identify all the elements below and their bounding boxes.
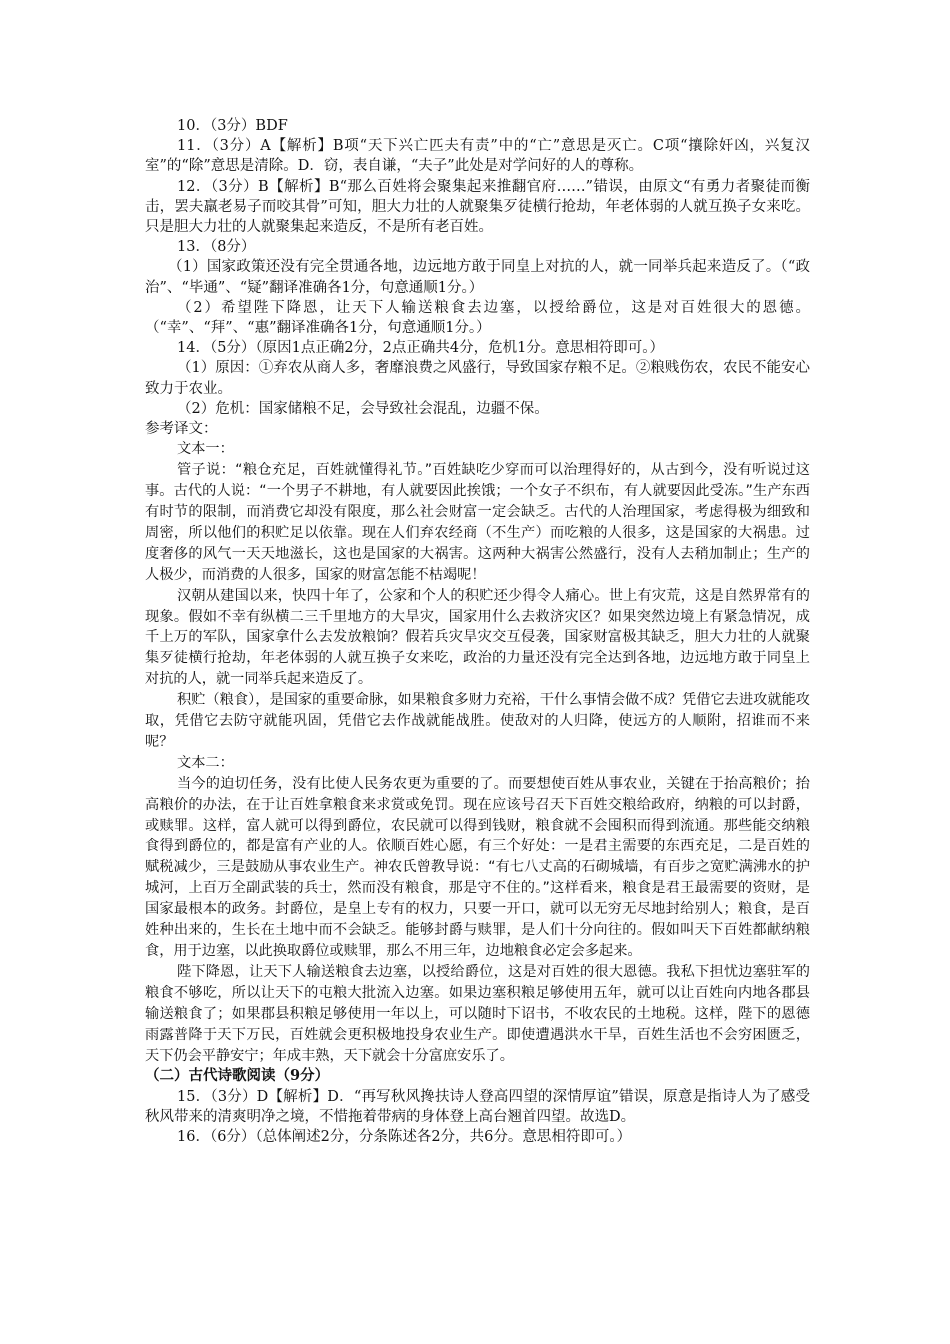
translation-paragraph: 管子说：“粮仓充足，百姓就懂得礼节。”百姓缺吃少穿而可以治理得好的，从古到今，没有听说过这事。古代的人说：“一个男子不耕地，有人就要因此挨饿；一个女子不织布，有人就要因此受冻。”生产东西有时节的限制，而消费它却没有限度，那么社会财富一定会缺乏。古代的人治理国家，考虑得极为细致和周密，所以他们的积贮足以依靠。现在人们弃农经商（不生产）而吃粮的人很多，这是国家的大祸患。过度奢侈的风气一天天地滋长，这也是国家的大祸害。这两种大祸害公然盛行，没有人去稍加制止；生产的人极少，而消费的人很多，国家的财富怎能不枯竭呢！ xyxy=(145,462,810,583)
answer-14: 14．（5分）（原因1点正确2分，2点正确共4分，危机1分。意思相符即可。） xyxy=(177,340,665,357)
document-page xyxy=(145,116,810,1147)
answer-13-part-2: （2）希望陛下降恩，让天下人输送粮食去边塞，以授给爵位，这是对百姓很大的恩德。（“幸”、“拜”、“惠”翻译准确各1分，句意通顺1分。） xyxy=(145,299,810,337)
translation-paragraph: 积贮（粮食），是国家的重要命脉，如果粮食多财力充裕，干什么事情会做不成？凭借它去进攻就能攻取，凭借它去防守就能巩固，凭借它去作战就能战胜。使敌对的人归降，使远方的人顺附，招谁而不来呢？ xyxy=(145,692,810,750)
answer-14-reason: （1）原因：①弃农从商人多，奢靡浪费之风盛行，导致国家存粮不足。②粮贱伤农，农民不能安心致力于农业。 xyxy=(145,360,810,397)
translation-paragraph: 当今的迫切任务，没有比使人民务农更为重要的了。而要想使百姓从事农业，关键在于抬高粮价；抬高粮价的办法，在于让百姓拿粮食来求赏或免罚。现在应该号召天下百姓交粮给政府，纳粮的可以封爵，或赎罪。这样，富人就可以得到爵位，农民就可以得到钱财，粮食就不会囤积而得到流通。那些能交纳粮食得到爵位的，都是富有产业的人。依顺百姓心愿，有三个好处：一是君主需要的东西充足，二是百姓的赋税减少，三是鼓励从事农业生产。神农氏曾教导说：“有七八丈高的石砌城墙，有百步之宽贮满沸水的护城河，上百万全副武装的兵士，然而没有粮食，那是守不住的。”这样看来，粮食是君王最需要的资财，是国家最根本的政务。封爵位，是皇上专有的权力，只要一开口，就可以无穷无尽地封给别人；粮食，是百姓种出来的，生长在土地中而不会缺乏。能够封爵与赎罪，是人们十分向往的。假如叫天下百姓都献纳粮食，用于边塞，以此换取爵位或赎罪，那么不用三年，边地粮食必定会多起来。 xyxy=(145,775,810,959)
answer-13-part-1: （1）国家政策还没有完全贯通各地，边远地方敢于同皇上对抗的人，就一同举兵起来造反了。（“政治”、“毕通”、“疑”翻译准确各1分，句意通顺1分。） xyxy=(145,259,810,296)
translation-paragraph: 陛下降恩，让天下人输送粮食去边塞，以授给爵位，这是对百姓的很大恩德。我私下担忧边塞驻军的粮食不够吃，所以让天下的屯粮大批流入边塞。如果边塞积粮足够使用五年，就可以让百姓向内地各郡县输送粮食了；如果郡县积粮足够使用一年以上，可以随时下诏书，不收农民的土地税。这样，陛下的恩德雨露普降于天下万民，百姓就会更积极地投身农业生产。即使遭遇洪水干旱，百姓生活也不会穷困匮乏，天下仍会平静安宁；年成丰熟，天下就会十分富庶安乐了。 xyxy=(145,963,810,1064)
translation-heading: 参考译文： xyxy=(145,421,218,438)
answer-16: 16．（6分）（总体阐述2分，分条陈述各2分，共6分。意思相符即可。） xyxy=(177,1129,632,1146)
answer-15: 15．（3分）D【解析】D．“再写秋风搀扶诗人登高四望的深情厚谊”错误，原意是指诗人为了感受秋风带来的清爽明净之境，不惜拖着带病的身体登上高台翘首四望。故选D。 xyxy=(145,1088,810,1125)
text-two-label: 文本二： xyxy=(177,754,234,771)
text-one-label: 文本一： xyxy=(177,441,234,458)
answer-11: 11．（3分）A【解析】B项“天下兴亡匹夫有责”中的“亡”意思是灭亡。C项“攘除奸凶，兴复汉室”的“除”意思是清除。D．窃，表自谦，“夫子”此处是对学问好的人的尊称。 xyxy=(145,138,810,175)
answer-14-crisis: （2）危机：国家储粮不足，会导致社会混乱，边疆不保。 xyxy=(177,400,549,417)
section-heading: （二）古代诗歌阅读（9分） xyxy=(145,1067,330,1085)
answer-10: 10．（3分）BDF xyxy=(177,118,288,134)
translation-paragraph: 汉朝从建国以来，快四十年了，公家和个人的积贮还少得令人痛心。世上有灾荒，这是自然界常有的现象。假如不幸有纵横二三千里地方的大旱灾，国家用什么去救济灾区？如果突然边境上有紧急情况，成千上万的军队，国家拿什么去发放粮饷？假若兵灾旱灾交互侵袭，国家财富极其缺乏，胆大力壮的人就聚集歹徒横行抢劫，年老体弱的人就互换子女来吃，政治的力量还没有完全达到各地，边远地方敢于同皇上对抗的人，就一同举兵起来造反了。 xyxy=(145,587,810,688)
answer-13: 13．（8分） xyxy=(177,239,256,256)
answer-12: 12．（3分）B【解析】B“那么百姓将会聚集起来推翻官府……”错误，由原文“有勇力者聚徒而衡击，罢夫羸老易子而咬其骨”可知，胆大力壮的人就聚集歹徒横行抢劫，年老体弱的人就互换子女来吃。只是胆大力壮的人就聚集起来造反，不是所有老百姓。 xyxy=(145,178,810,236)
